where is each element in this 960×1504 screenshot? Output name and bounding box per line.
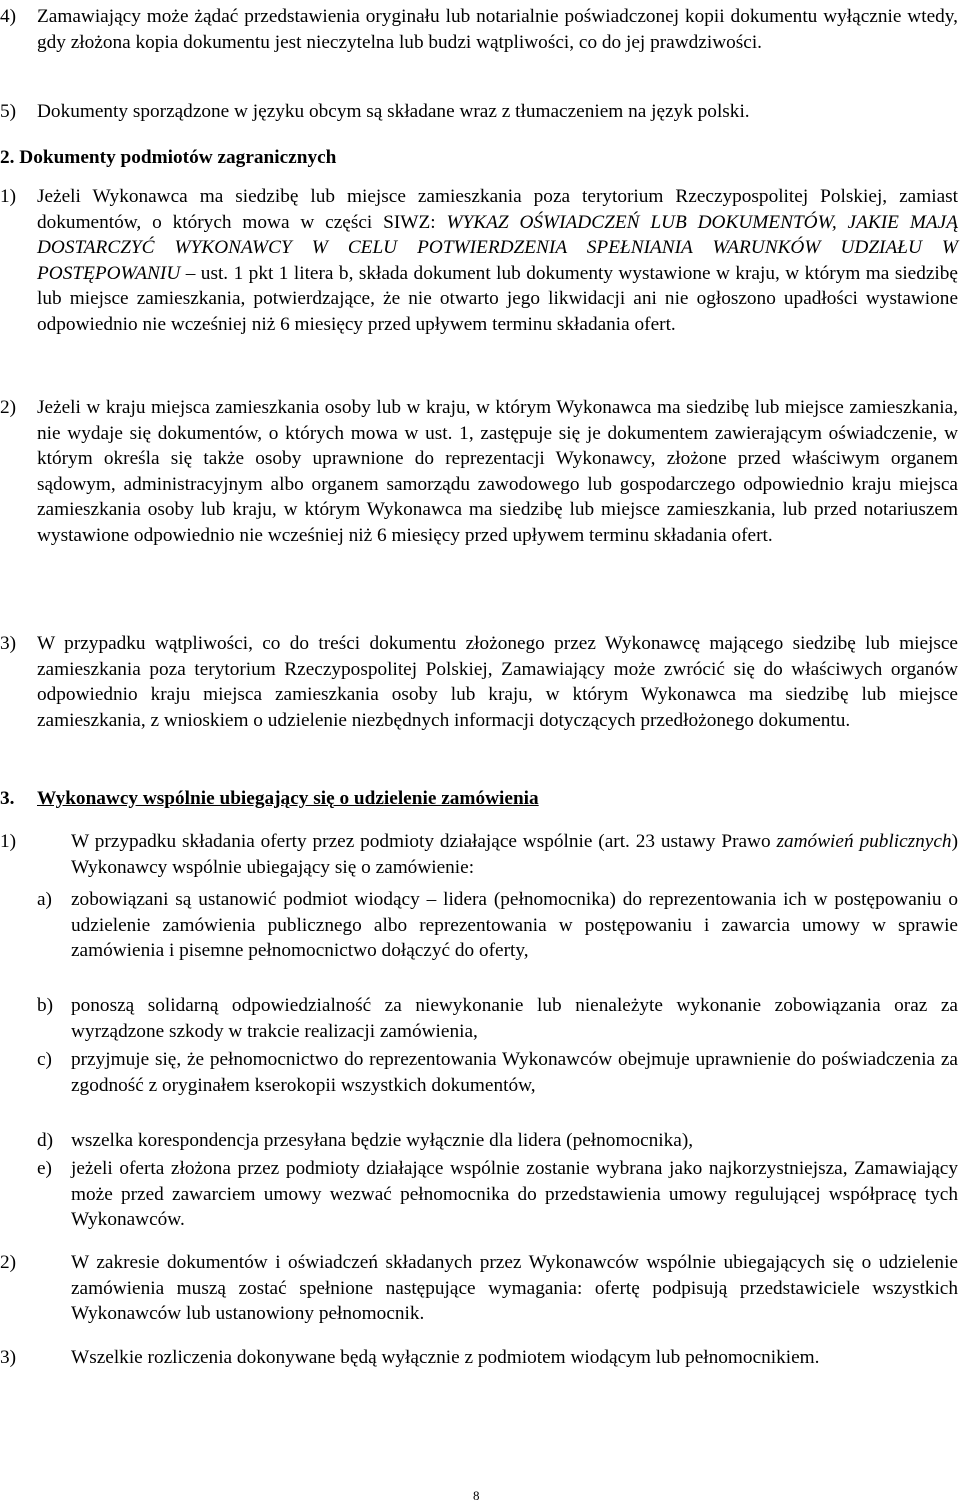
list-item-text: Zamawiający może żądać przedstawienia oryginału lub notarialnie poświadczonej kopii dokumentu wyłącznie wtedy, gdy złożona kopia dokumentu jest nieczytelna lub budzi wątpliwości, co do jej prawdziwości. (37, 6, 958, 53)
list-item-5 (0, 99, 958, 125)
text-part: W przypadku składania oferty przez podmioty działające wspólnie (art. 23 ustawy Prawo (71, 831, 777, 852)
sub-item-text: ponoszą solidarną odpowiedzialność za niewykonanie lub nienależyte wykonanie zobowiązania oraz za wyrządzone szkody w trakcie realizacji zamówienia, (71, 995, 958, 1042)
list-number: 2) (0, 1252, 17, 1273)
list-item-text: Wszelkie rozliczenia dokonywane będą wyłącznie z podmiotem wiodącym lub pełnomocnikiem. (71, 1347, 820, 1368)
italic-reference: WYKAZ OŚWIADCZEŃ LUB DOKUMENTÓW, JAKIE MAJĄ DOSTARCZYĆ WYKONAWCY W CELU POTWIERDZENIA SPEŁNIANIA WARUNKÓW UDZIAŁU W POSTĘPOWANIU (37, 211, 958, 284)
section2-item-2 (0, 395, 958, 549)
section2-item-1 (0, 184, 958, 338)
section-number: 3. (0, 788, 15, 809)
list-number: 3) (0, 633, 17, 654)
list-number: 1) (0, 186, 17, 207)
sub-item-letter: b) (37, 995, 54, 1016)
list-item-text (37, 184, 958, 338)
list-number: 5) (0, 101, 17, 122)
sub-item-letter: d) (37, 1130, 54, 1151)
sub-item-b (37, 993, 958, 1044)
page-number: 8 (473, 1488, 480, 1503)
list-item-text: W zakresie dokumentów i oświadczeń składanych przez Wykonawców wspólnie ubiegających się o udzielenie zamówienia muszą zostać spełnione następujące wymagania: ofertę podpisują przedstawiciele wszystkich Wykonawców lub ustanowiony pełnomocnik. (71, 1252, 958, 1325)
sub-item-e (37, 1156, 958, 1233)
text-part: ) Wykonawcy wspólnie ubiegający się o zamówienie: (71, 831, 958, 878)
section-heading-3 (0, 786, 958, 812)
list-item-text: Dokumenty sporządzone w języku obcym są składane wraz z tłumaczeniem na język polski. (37, 101, 750, 122)
list-number: 4) (0, 6, 17, 27)
section3-item-2 (0, 1250, 958, 1327)
text-part: – ust. 1 pkt 1 litera b, składa dokument lub dokumenty wystawione w kraju, w którym ma siedzibę lub miejsce zamieszkania, potwierdzające, że nie otwarto jego likwidacji ani nie ogłoszono upadłości wystawione odpowiednio nie wcześniej niż 6 miesięcy przed upływem terminu składania ofert. (37, 262, 958, 335)
section2-item-3 (0, 631, 958, 733)
text-part: Jeżeli Wykonawca ma siedzibę lub miejsce zamieszkania poza terytorium Rzeczypospolitej Polskiej, zamiast dokumentów, o których mowa w części SIWZ: (37, 186, 958, 233)
section3-item-1 (0, 829, 958, 880)
list-item-text: W przypadku wątpliwości, co do treści dokumentu złożonego przez Wykonawcę mającego siedzibę lub miejsce zamieszkania poza terytorium Rzeczypospolitej Polskiej, Zamawiający może zwrócić się do właściwych organów odpowiednio kraju miejsca zamieszkania osoby lub kraju, w którym Wykonawca ma siedzibę lub miejsce zamieszkania, z wnioskiem o udzielenie niezbędnych informacji dotyczących przedłożonego dokumentu. (37, 633, 958, 731)
list-item-4 (0, 4, 958, 55)
section-title: Wykonawcy wspólnie ubiegający się o udzielenie zamówienia (37, 788, 539, 809)
sub-item-a (37, 887, 958, 964)
list-number: 2) (0, 397, 17, 418)
sub-item-text: jeżeli oferta złożona przez podmioty działające wspólnie zostanie wybrana jako najkorzystniejsza, Zamawiający może przed zawarciem umowy wezwać pełnomocnika do przedstawienia umowy regulującej współpracę tych Wykonawców. (71, 1158, 958, 1231)
sub-item-letter: a) (37, 889, 52, 910)
list-number: 1) (0, 831, 17, 852)
sub-item-d (37, 1128, 958, 1154)
section-number: 2. (0, 147, 15, 168)
sub-item-text: wszelka korespondencja przesyłana będzie wyłącznie dla lidera (pełnomocnika), (71, 1130, 694, 1151)
sub-item-letter: c) (37, 1049, 52, 1070)
list-item-text: Jeżeli w kraju miejsca zamieszkania osoby lub w kraju, w którym Wykonawca ma siedzibę lub miejsce zamieszkania, nie wydaje się dokumentów, o których mowa w ust. 1, zastępuje się je dokumentem zawierającym oświadczenie, w którym określa się także osoby uprawnione do reprezentacji Wykonawcy, złożone przed właściwym organem sądowym, administracyjnym albo organem samorządu zawodowego lub gospodarczego odpowiednio kraju miejsca zamieszkania osoby lub kraju, w którym Wykonawca ma siedzibę lub miejsce zamieszkania, lub przed notariuszem wystawione odpowiednio nie wcześniej niż 6 miesięcy przed upływem terminu składania ofert. (37, 397, 958, 546)
italic-reference: zamówień publicznych (776, 831, 952, 852)
sub-item-text: zobowiązani są ustanowić podmiot wiodący – lidera (pełnomocnika) do reprezentowania ich w postępowaniu o udzielenie zamówienia publicznego albo reprezentowania w postępowaniu i zawarcia umowy w sprawie zamówienia i pisemne pełnomocnictwo dołączyć do oferty, (71, 889, 958, 962)
sub-item-letter: e) (37, 1158, 52, 1179)
sub-item-c (37, 1047, 958, 1098)
section-heading-2 (0, 145, 958, 171)
list-item-text (71, 829, 958, 880)
section3-item-3 (0, 1345, 958, 1371)
section-title: Dokumenty podmiotów zagranicznych (19, 147, 337, 168)
list-number: 3) (0, 1347, 17, 1368)
sub-item-text: przyjmuje się, że pełnomocnictwo do reprezentowania Wykonawców obejmuje uprawnienie do poświadczenia za zgodność z oryginałem kserokopii wszystkich dokumentów, (71, 1049, 958, 1096)
